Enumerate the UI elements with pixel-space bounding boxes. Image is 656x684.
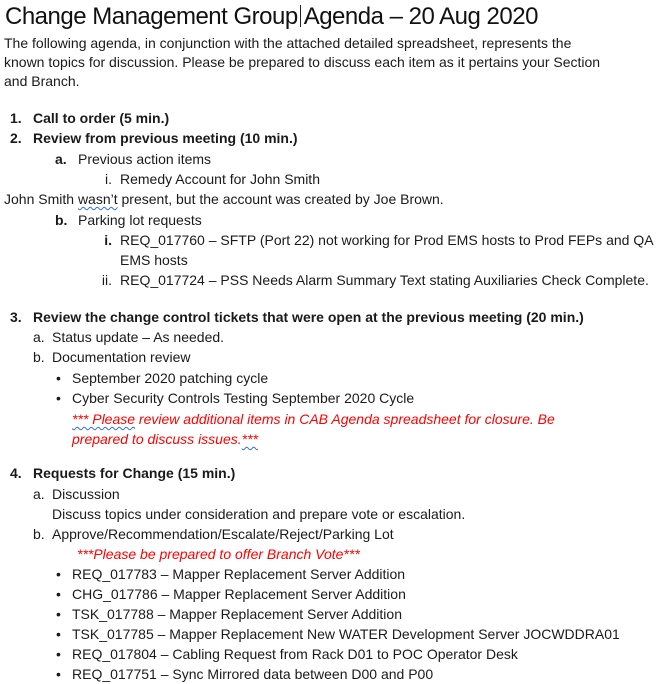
agenda-item-3a [0,327,656,347]
list-roman: i. [105,171,112,187]
list-number: 4. [10,465,22,481]
note-post: present, but the account was created by Joe Brown. [117,191,444,207]
list-letter: b. [33,526,45,542]
bullet-item [0,604,656,624]
agenda-item-2b-i-line2: EMS hosts [120,252,188,268]
agenda-item-4b-label: Approve/Recommendation/Escalate/Reject/Parking Lot [52,526,394,542]
bullet-item-label: September 2020 patching cycle [72,370,269,386]
agenda-item-3b-label: Documentation review [52,349,191,365]
text-cursor [300,5,301,27]
note-pre: John Smith [4,191,78,207]
agenda-item-2 [0,128,656,148]
list-letter: b. [55,212,68,228]
meeting-note [0,189,656,209]
agenda-item-2b-ii-label: REQ_017724 – PSS Needs Alarm Summary Text stating Auxiliaries Check Complete. [120,272,649,288]
intro-line: known topics for discussion. Please be prepared to discuss each item as it pertains your Section [4,54,601,70]
bullet-item [0,664,656,684]
agenda-item-2a-i [0,169,656,189]
bullet-item [0,388,656,408]
agenda-item-2b-i [0,230,656,250]
agenda-item-4a [0,484,656,504]
grammar-flagged-word: wasn’t [77,191,118,207]
list-letter: b. [33,349,45,365]
list-letter: a. [33,329,45,345]
bullet-glyph: • [56,666,61,682]
agenda-item-3b [0,347,656,367]
bullet-item-label: TSK_017788 – Mapper Replacement Server Addition [72,606,402,622]
agenda-item-4 [0,463,656,483]
list-letter: a. [55,151,67,167]
bullet-glyph: • [56,566,61,582]
intro-line: and Branch. [4,73,80,89]
agenda-item-3-label: Review the change control tickets that were open at the previous meeting (20 min.) [33,309,584,325]
bullet-glyph: • [56,390,61,406]
bullet-item-label: REQ_017783 – Mapper Replacement Server Addition [72,566,406,582]
agenda-item-4a-detail-text: Discuss topics under consideration and prepare vote or escalation. [52,506,466,522]
cab-notice-line1 [0,409,656,429]
bullet-glyph: • [56,606,61,622]
bullet-item [0,584,656,604]
agenda-item-2a-i-label: Remedy Account for John Smith [120,171,320,187]
bullet-item [0,624,656,644]
title-text-after-cursor: Agenda – 20 Aug 2020 [303,3,538,30]
bullet-item-label: CHG_017786 – Mapper Replacement Server Addition [72,586,406,602]
list-roman: ii. [101,272,112,288]
cab-notice-line2-text: prepared to discuss issues. [72,431,242,447]
agenda-item-3 [0,307,656,327]
bullet-item [0,644,656,664]
intro-paragraph [0,34,656,91]
bullet-item [0,564,656,584]
bullet-item-label: Cyber Security Controls Testing September 2020 Cycle [72,390,415,406]
cab-notice-line1-rest: review additional items in CAB Agenda spreadsheet for closure. Be [135,411,555,427]
agenda-item-2b-label: Parking lot requests [78,212,202,228]
agenda-item-2a [0,149,656,169]
agenda-item-4-label: Requests for Change (15 min.) [33,465,236,481]
bullet-glyph: • [56,586,61,602]
bullet-item-label: REQ_017804 – Cabling Request from Rack D01 to POC Operator Desk [72,646,518,662]
grammar-flagged-stars: *** [241,431,258,447]
branch-vote-notice: ***Please be prepared to offer Branch Vote*** [77,546,360,562]
cab-notice-line2 [0,429,656,449]
agenda-item-1 [0,108,656,128]
bullet-glyph: • [56,646,61,662]
agenda-item-4a-label: Discussion [52,486,120,502]
agenda-item-2b-i-continuation [0,250,656,270]
intro-line: The following agenda, in conjunction with the attached detailed spreadsheet, represents the [4,35,572,51]
bullet-glyph: • [56,370,61,386]
bullet-glyph: • [56,626,61,642]
list-letter: a. [33,486,45,502]
note-text [4,189,444,209]
agenda-item-4b [0,524,656,544]
title-text-before-cursor: Change Management Group [5,3,298,30]
agenda-item-2-label: Review from previous meeting (10 min.) [33,130,298,146]
agenda-item-4a-detail [0,504,656,524]
bullet-item-label: REQ_017751 – Sync Mirrored data between D00 and P00 [72,666,434,682]
bullet-item-label: TSK_017785 – Mapper Replacement New WATER Development Server JOCWDDRA01 [72,626,620,642]
agenda-item-2b-i-line1: REQ_017760 – SFTP (Port 22) not working for Prod EMS hosts to Prod FEPs and QA [120,232,654,248]
list-number: 1. [10,110,22,126]
agenda-item-1-label: Call to order (5 min.) [33,110,170,126]
bullet-item [0,368,656,388]
agenda-item-2b-ii [0,270,656,290]
grammar-flagged-text: *** Please [72,411,136,427]
list-number: 2. [10,130,22,146]
agenda-item-3a-label: Status update – As needed. [52,329,225,345]
list-roman: i. [104,232,112,248]
list-number: 3. [10,309,22,325]
agenda-item-2a-label: Previous action items [78,151,212,167]
document-title [0,2,656,32]
agenda-item-2b [0,210,656,230]
